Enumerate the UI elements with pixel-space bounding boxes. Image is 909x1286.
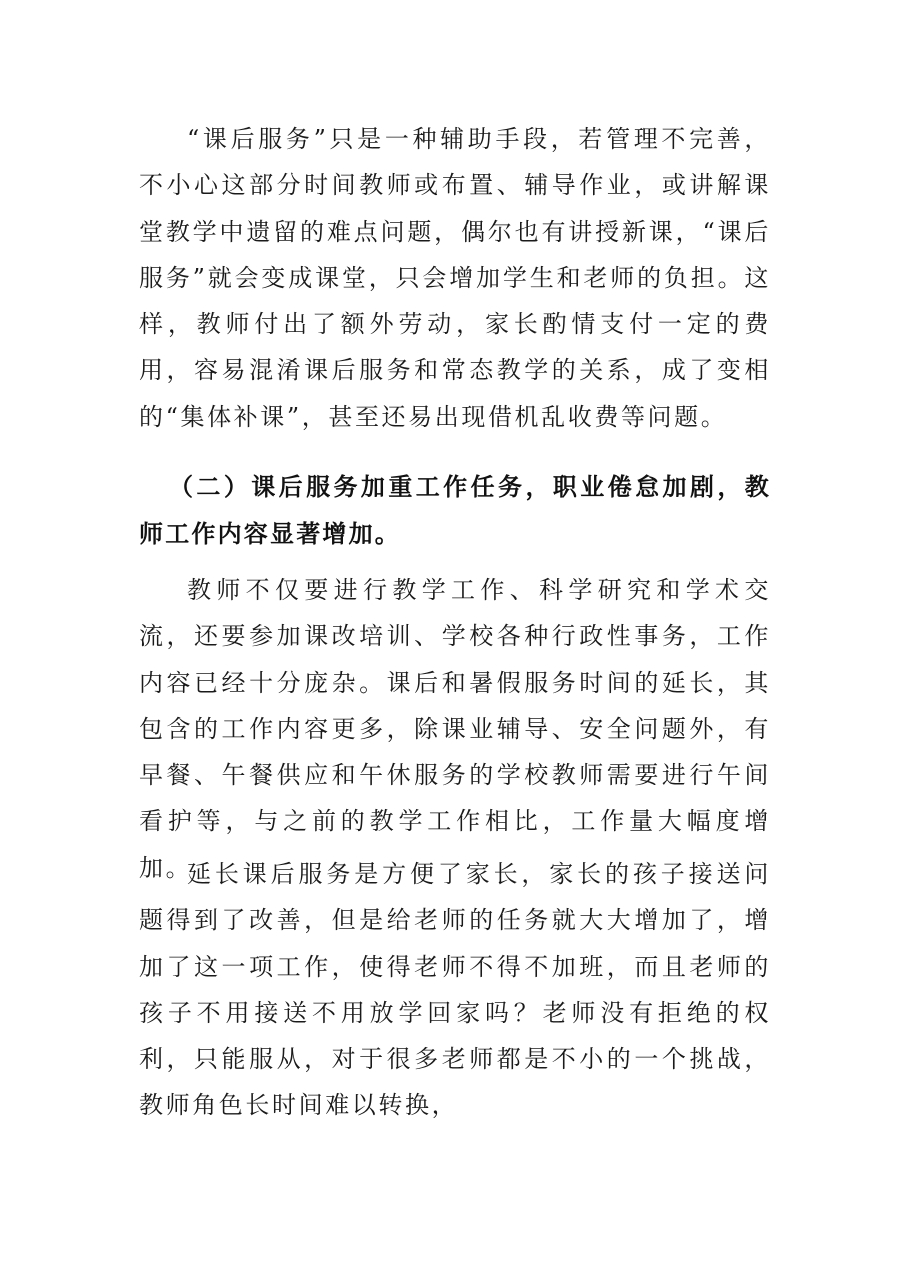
body-paragraph: 教师不仅要进行教学工作、科学研究和学术交流，还要参加课改培训、学校各种行政性事务，工作内容已经十分庞杂。课后和暑假服务时间的延长，其包含的工作内容更多，除课业辅导、安全问题外，有早餐、午餐供应和午休服务的学校教师需要进行午间看护等，与之前的教学工作相比，工作量大幅度增加。 [139,576,771,882]
body-paragraph: 延长课后服务是方便了家长，家长的孩子接送问题得到了改善，但是给老师的任务就大大增加了，增加了这一项工作，使得老师不得不加班，而且老师的孩子不用接送不用放学回家吗？老师没有拒绝的权利，只能服从，对于很多老师都是不小的一个挑战，教师角色长时间难以转换， [139,860,771,1120]
body-paragraph: “课后服务”只是一种辅助手段，若管理不完善，不小心这部分时间教师或布置、辅导作业，或讲解课堂教学中遗留的难点问题，偶尔也有讲授新课，“课后服务”就会变成课堂，只会增加学生和老师的负担。这样，教师付出了额外劳动，家长酌情支付一定的费用，容易混淆课后服务和常态教学的关系，成了变相的“集体补课”，甚至还易出现借机乱收费等问题。 [139,125,771,431]
section-heading: （二）课后服务加重工作任务，职业倦怠加剧，教师工作内容显著增加。 [139,473,771,548]
